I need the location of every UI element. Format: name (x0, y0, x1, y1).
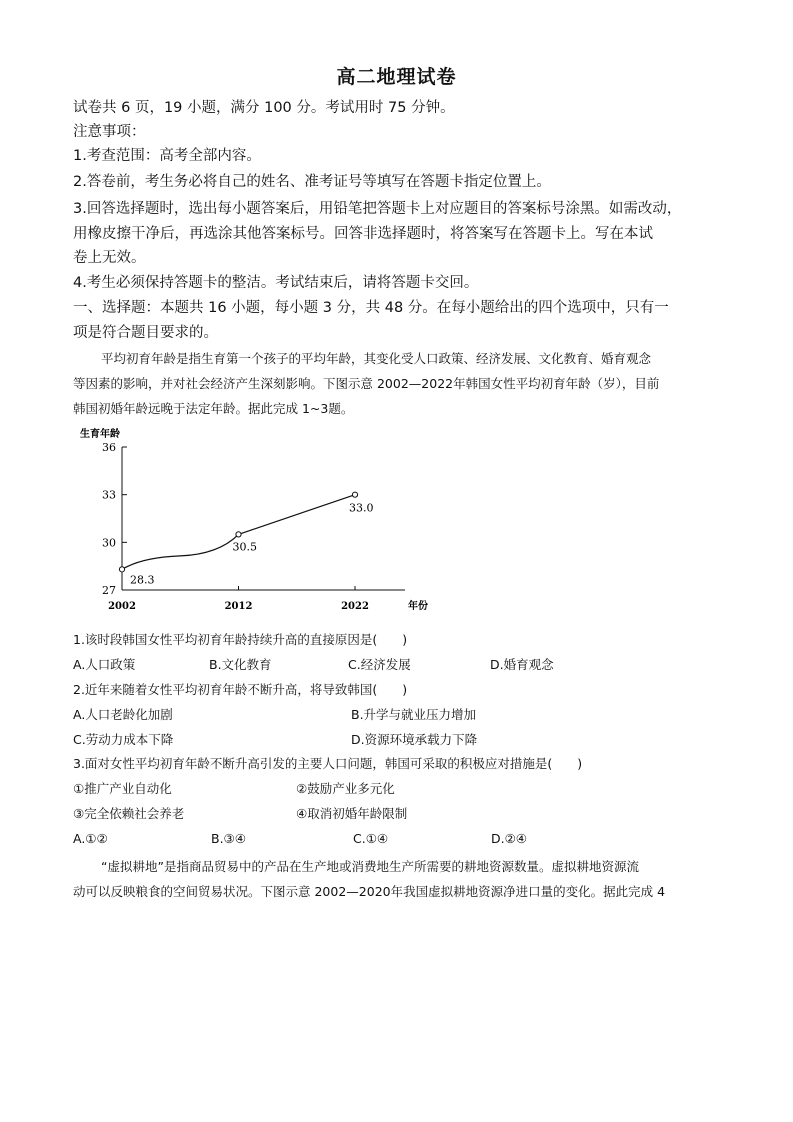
data-label: 30.5 (232, 540, 257, 554)
q3-option-a: A.①② (73, 831, 108, 846)
q2-option-b: B.升学与就业压力增加 (351, 707, 477, 722)
x-tick-label: 2022 (341, 601, 369, 612)
x-tick-label: 2012 (224, 601, 253, 612)
q3-item-2: ②鼓励产业多元化 (296, 781, 395, 796)
exam-summary: 试卷共 6 页，19 小题，满分 100 分。考试用时 75 分钟。 (73, 100, 455, 116)
q2-option-d: D.资源环境承载力下降 (351, 732, 478, 747)
x-axis-label: 年份 (408, 601, 428, 612)
q1-stem: 1.该时段韩国女性平均初育年龄持续升高的直接原因是( ) (73, 632, 408, 647)
q1-option-d: D.婚育观念 (490, 657, 554, 672)
passage-2-line-1: “虚拟耕地”是指商品贸易中的产品在生产地或消费地生产所需要的耕地资源数量。虚拟耕地资源流 (101, 859, 639, 874)
q3-option-b: B.③④ (211, 831, 246, 846)
q3-stem: 3.面对女性平均初育年龄不断升高引发的主要人口问题，韩国可采取的积极应对措施是( ) (73, 756, 583, 771)
note-3-line-2: 用橡皮擦干净后，再选涂其他答案标号。回答非选择题时，将答案写在答题卡上。写在本试 (73, 226, 653, 242)
data-point (236, 532, 241, 537)
q3-option-c: C.①④ (353, 831, 389, 846)
section-heading-line-2: 项是符合题目要求的。 (73, 325, 218, 341)
age-chart (70, 425, 450, 615)
q3-item-3: ③完全依赖社会养老 (73, 806, 185, 821)
y-axis-label: 生育年龄 (80, 429, 120, 440)
notice-heading: 注意事项： (73, 124, 146, 140)
x-tick-label: 2002 (108, 601, 136, 612)
q1-option-b: B.文化教育 (209, 657, 272, 672)
q3-option-d: D.②④ (491, 831, 528, 846)
data-label: 28.3 (130, 573, 155, 587)
y-tick-label: 33 (102, 488, 116, 502)
q2-option-a: A.人口老龄化加剧 (73, 707, 173, 722)
passage-1-line-1: 平均初育年龄是指生育第一个孩子的平均年龄，其变化受人口政策、经济发展、文化教育、婚育观念 (101, 351, 652, 366)
note-3-line-1: 3.回答选择题时，选出每小题答案后，用铅笔把答题卡上对应题目的答案标号涂黑。如需改动， (73, 201, 682, 217)
q3-item-4: ④取消初婚年龄限制 (296, 806, 408, 821)
data-point (352, 492, 357, 497)
q1-option-a: A.人口政策 (73, 657, 136, 672)
note-3-line-3: 卷上无效。 (73, 250, 146, 266)
q2-option-c: C.劳动力成本下降 (73, 732, 174, 747)
y-tick-label: 27 (102, 584, 116, 597)
section-heading-line-1: 一、选择题：本题共 16 小题，每小题 3 分，共 48 分。在每小题给出的四个选项中，只有一 (73, 300, 669, 316)
page-title: 高二地理试卷 (336, 66, 457, 88)
note-2: 2.答卷前，考生务必将自己的姓名、准考证号等填写在答题卡指定位置上。 (73, 174, 551, 190)
y-tick-label: 30 (102, 536, 116, 550)
data-point (119, 567, 124, 572)
y-tick-label: 36 (102, 441, 116, 454)
passage-2-line-2: 动可以反映粮食的空间贸易状况。下图示意 2002—2020年我国虚拟耕地资源净进口量的变化。据此完成 4 (73, 884, 666, 899)
data-label: 33.0 (349, 501, 374, 515)
note-4: 4.考生必须保持答题卡的整洁。考试结束后，请将答题卡交回。 (73, 275, 479, 291)
passage-1-line-2: 等因素的影响，并对社会经济产生深刻影响。下图示意 2002—2022年韩国女性平均初育年龄（岁），目前 (73, 376, 660, 391)
note-1: 1.考查范围：高考全部内容。 (73, 148, 261, 164)
q2-stem: 2.近年来随着女性平均初育年龄不断升高，将导致韩国( ) (73, 682, 408, 697)
q1-option-c: C.经济发展 (348, 657, 411, 672)
passage-1-line-3: 韩国初婚年龄远晚于法定年龄。据此完成 1~3题。 (73, 401, 354, 416)
q3-item-1: ①推广产业自动化 (73, 781, 172, 796)
